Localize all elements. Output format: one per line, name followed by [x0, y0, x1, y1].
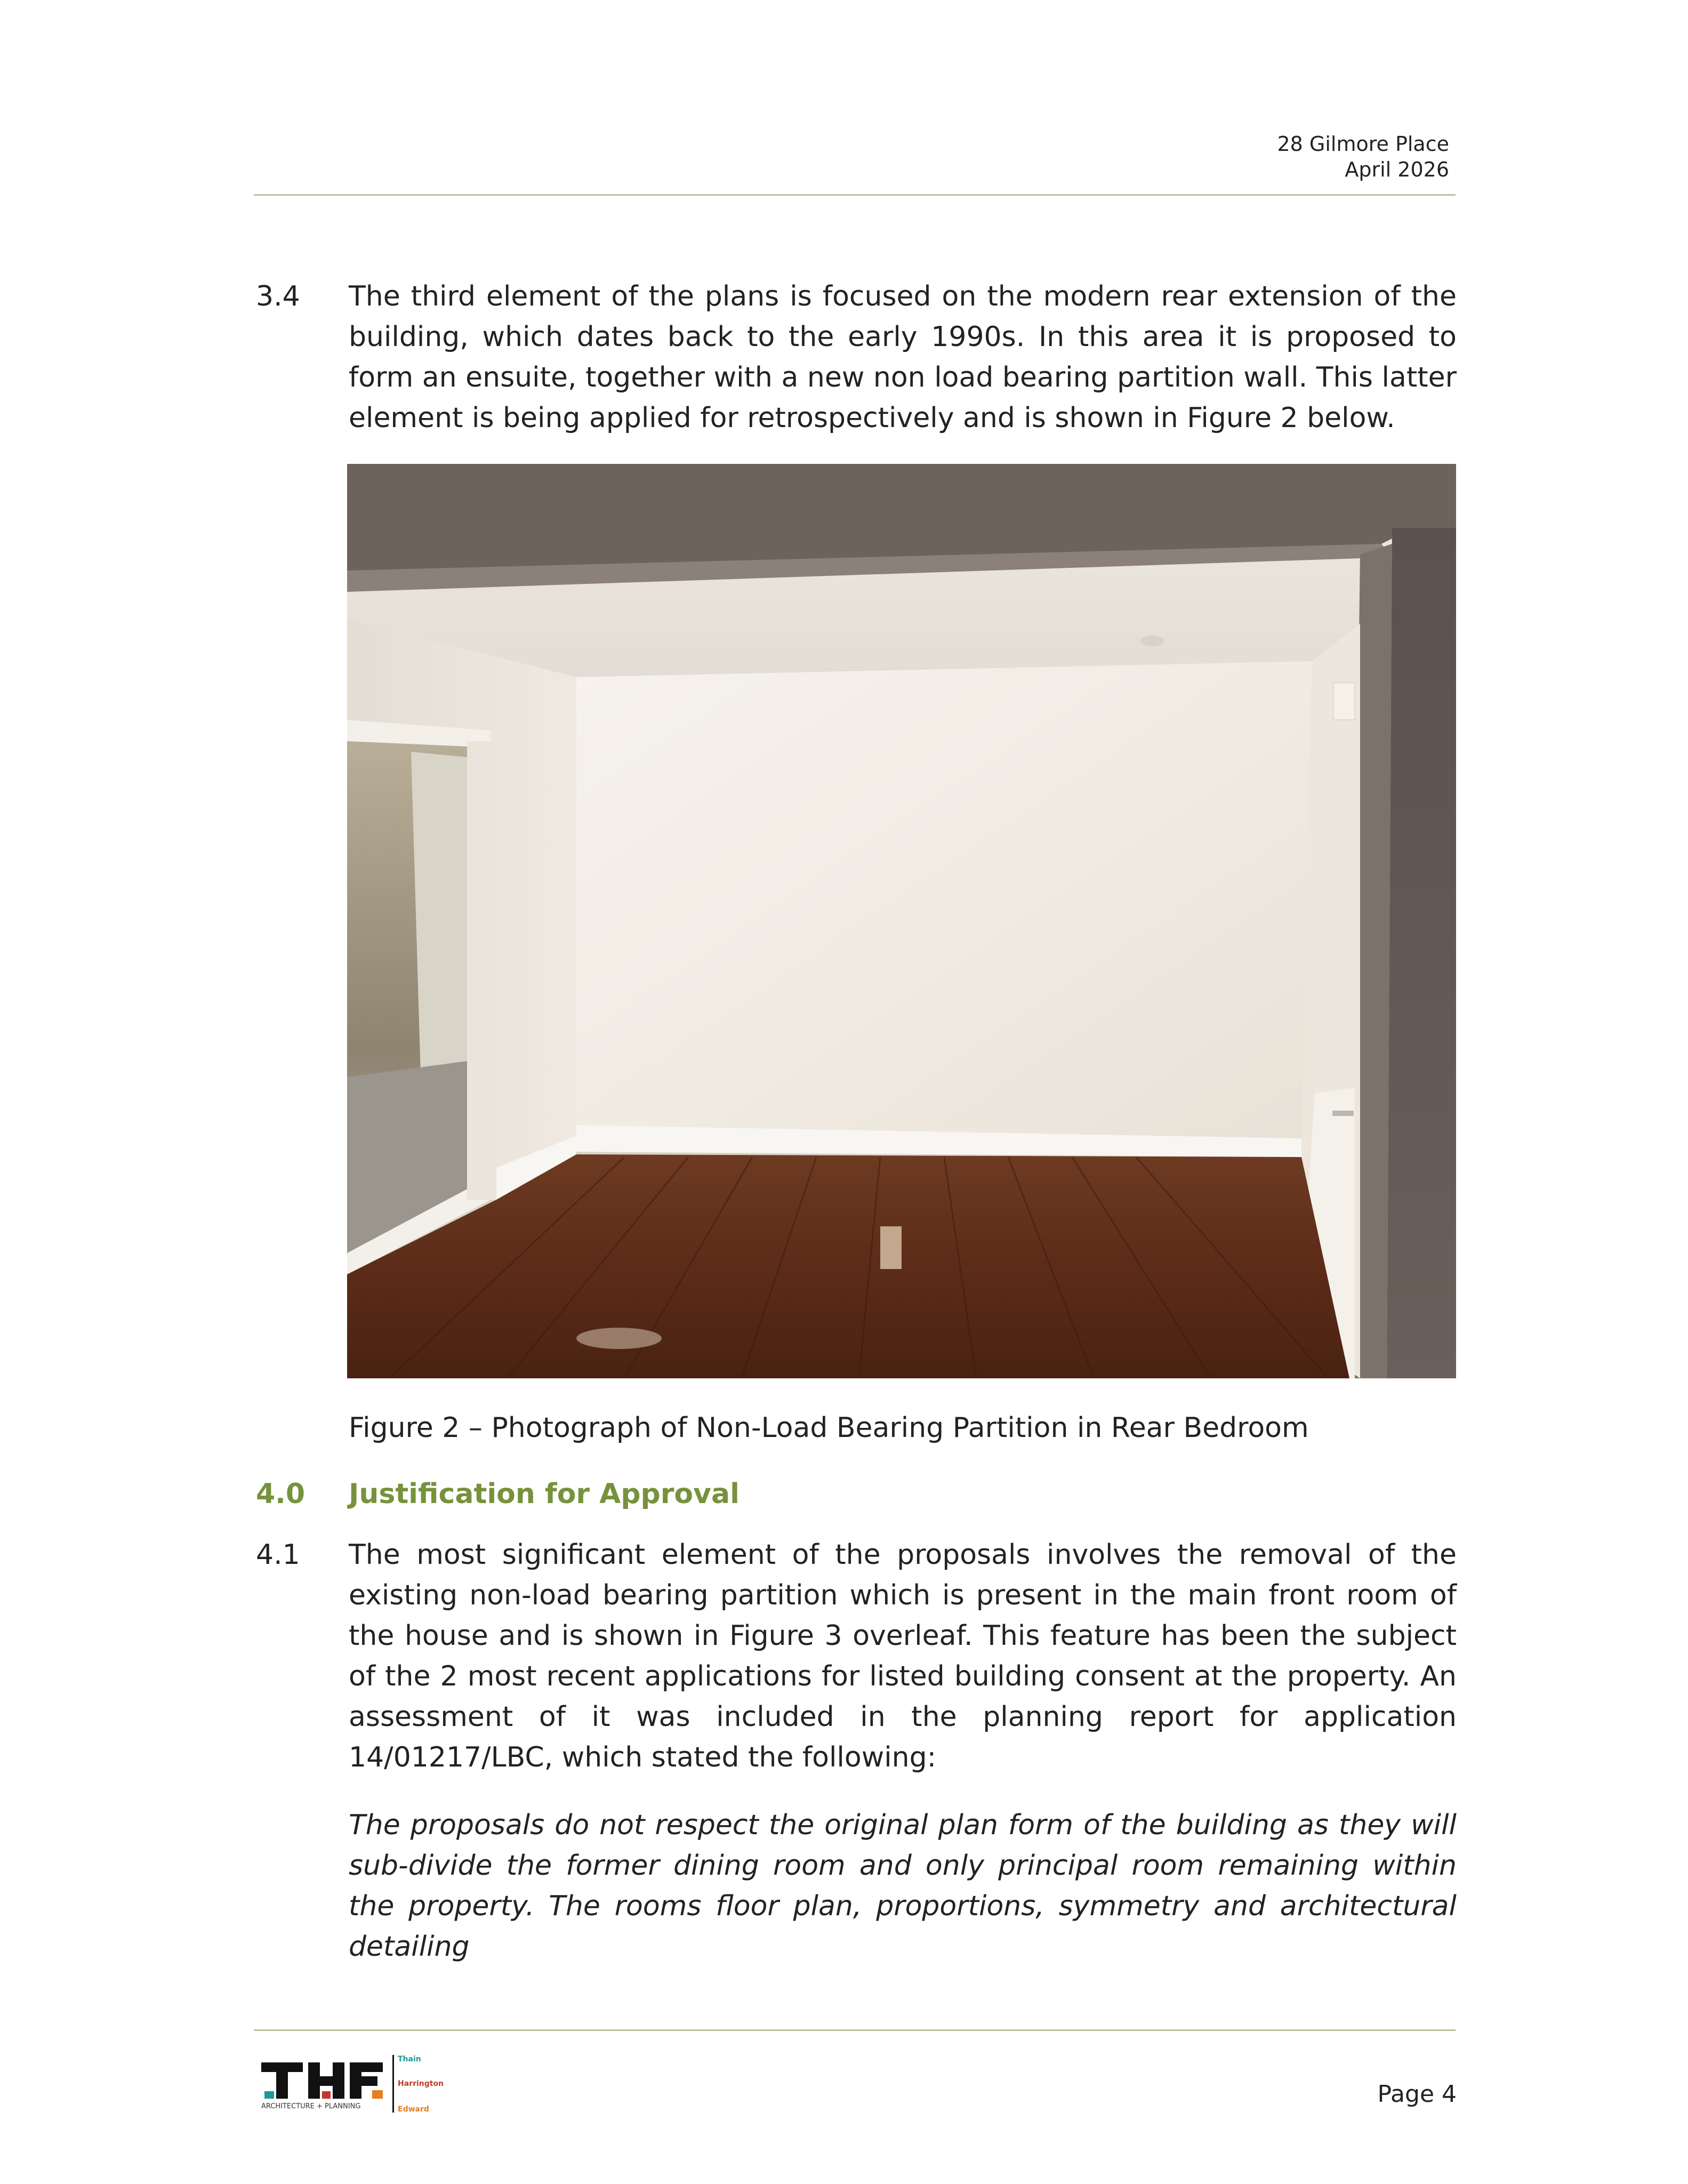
paragraph-text: The most significant element of the proposals involves the removal of the existing non-load bearing partition which is present in the main front room of the house and is shown in Figure 3 overleaf. This feature has been the subject of the 2 most recent applications for listed building consent at the property. An assessment of it was included in the planning report for application 14/01217/LBC, which stated the following:	[349, 1539, 1457, 1773]
paragraph-3-4	[256, 276, 1457, 438]
paragraph-number: 4.1	[256, 1539, 300, 1571]
svg-text:Edward: Edward	[398, 2105, 429, 2114]
svg-text:Harrington: Harrington	[398, 2079, 444, 2088]
figure-2-photo	[347, 464, 1456, 1378]
paragraph-4-1	[256, 1535, 1457, 1778]
running-header	[1277, 131, 1449, 182]
svg-text:Thain: Thain	[398, 2055, 421, 2063]
page-number: Page 4	[1377, 2081, 1457, 2108]
figure-caption: Figure 2 – Photograph of Non-Load Bearing Partition in Rear Bedroom	[349, 1412, 1309, 1444]
quoted-assessment: The proposals do not respect the original plan form of the building as they will sub-divide the former dining room and only principal room remaining within the property. The rooms floor plan, proportions, symmetry and architectural detailing	[349, 1809, 1457, 1963]
company-logo	[260, 2045, 463, 2115]
paragraph-text: The third element of the plans is focused on the modern rear extension of the building, which dates back to the early 1990s. In this area it is proposed to form an ensuite, together with a new non load bearing partition wall. This latter element is being applied for retrospectively and is shown in Figure 2 below.	[349, 280, 1457, 434]
header-divider	[254, 194, 1456, 196]
paragraph-number: 3.4	[256, 280, 300, 312]
svg-text:ARCHITECTURE + PLANNING: ARCHITECTURE + PLANNING	[261, 2102, 361, 2110]
header-date: April 2026	[1345, 158, 1449, 181]
section-number: 4.0	[256, 1478, 306, 1510]
header-address: 28 Gilmore Place	[1277, 132, 1449, 156]
section-title: Justification for Approval	[349, 1478, 739, 1510]
section-heading	[256, 1474, 739, 1514]
footer-divider	[254, 2029, 1456, 2031]
